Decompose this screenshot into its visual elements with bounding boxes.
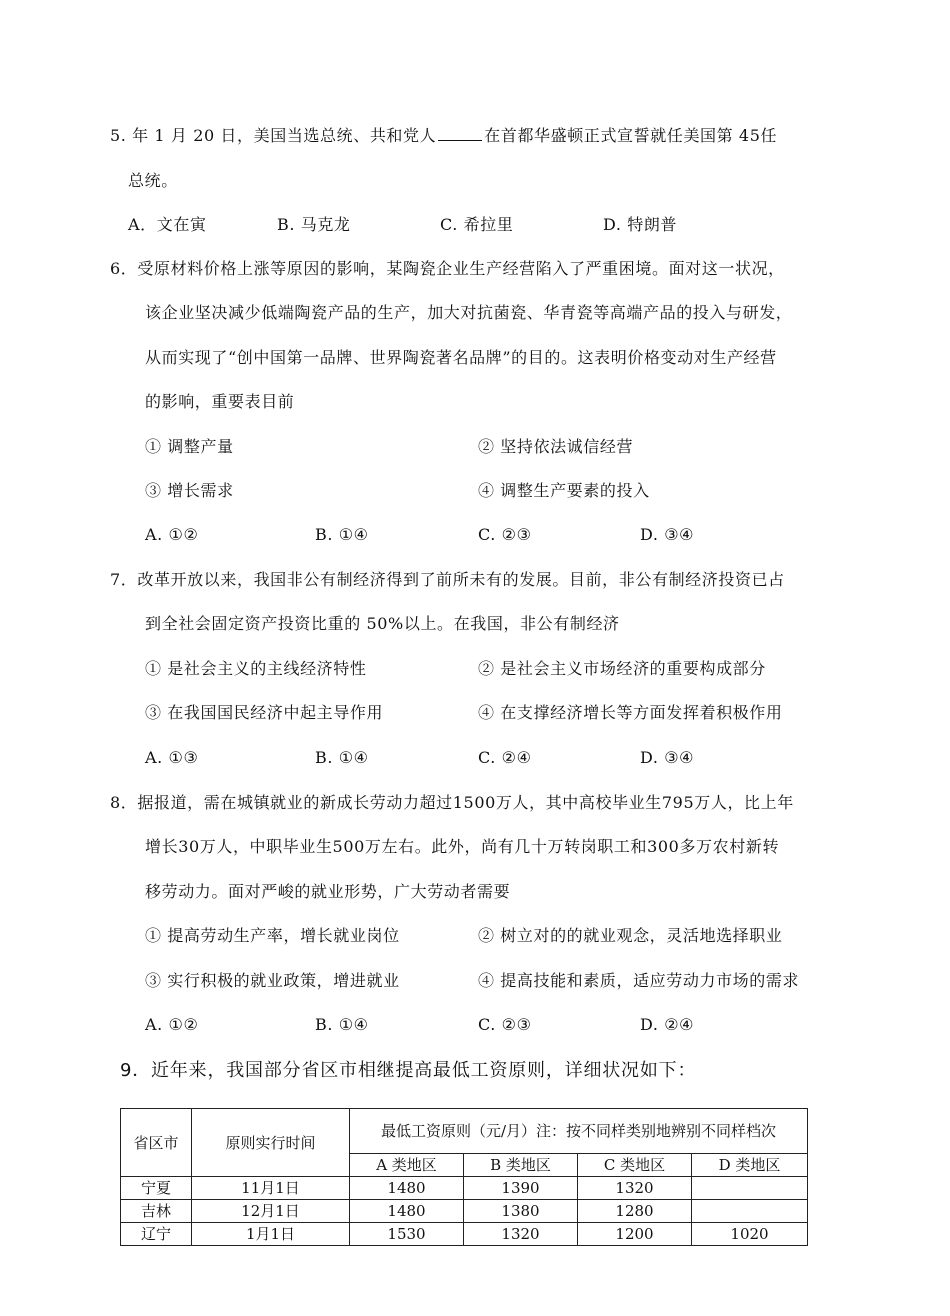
q5-option-b: B. 马克龙: [277, 215, 351, 234]
q9-title: 9．近年来，我国部分省区市相继提高最低工资原则，详细状况如下：: [120, 1060, 697, 1081]
q7-item-4: ④ 在支撑经济增长等方面发挥着积极作用: [478, 703, 783, 722]
cell-time: 11月1日: [192, 1177, 350, 1200]
cell-area-c: 1280: [578, 1200, 692, 1223]
q8-line-1: 8．据报道，需在城镇就业的新成长劳动力超过1500万人，其中高校毕业生795万人，比上年: [110, 793, 794, 812]
q6-option-a: A. ①②: [145, 525, 199, 544]
cell-area-a: 1480: [350, 1177, 464, 1200]
q8-option-b: B. ①④: [315, 1015, 369, 1034]
header-area-a: A 类地区: [350, 1154, 464, 1177]
cell-province: 辽宁: [121, 1223, 192, 1246]
q8-item-2: ② 树立对的的就业观念，灵活地选择职业: [478, 926, 783, 945]
cell-area-d: [692, 1200, 808, 1223]
q6-line-3: 从而实现了“创中国第一品牌、世界陶瓷著名品牌”的目的。这表明价格变动对生产经营: [145, 348, 777, 367]
q6-option-c: C. ②③: [478, 525, 532, 544]
q5-answer-blank: [438, 126, 482, 141]
q5-line-2: 总统。: [128, 171, 178, 190]
q7-item-2: ② 是社会主义市场经济的重要构成部分: [478, 659, 766, 678]
table-row: [121, 1200, 808, 1223]
header-area-b: B 类地区: [464, 1154, 578, 1177]
q7-option-c: C. ②④: [478, 748, 532, 767]
q8-option-a: A. ①②: [145, 1015, 199, 1034]
q5-text-after-blank: 在首都华盛顿正式宣誓就任美国第 45任: [484, 126, 778, 145]
q6-item-3: ③ 增长需求: [145, 481, 234, 500]
q6-line-2: 该企业坚决减少低端陶瓷产品的生产，加大对抗菌瓷、华青瓷等高端产品的投入与研发，: [145, 303, 793, 322]
q6-option-d: D. ③④: [640, 525, 695, 544]
cell-province: 宁夏: [121, 1177, 192, 1200]
q5-text-before-blank: 5. 年 1 月 20 日，美国当选总统、共和党人: [110, 126, 437, 145]
q7-option-b: B. ①④: [315, 748, 369, 767]
q5-option-a: A．文在寅: [128, 215, 207, 234]
cell-area-b: 1320: [464, 1223, 578, 1246]
q8-item-1: ① 提高劳动生产率，增长就业岗位: [145, 926, 400, 945]
q7-item-3: ③ 在我国国民经济中起主导作用: [145, 703, 384, 722]
q6-line-4: 的影响，重要表目前: [145, 392, 295, 411]
cell-area-a: 1530: [350, 1223, 464, 1246]
q7-line-2: 到全社会固定资产投资比重的 50%以上。在我国，非公有制经济: [145, 614, 620, 633]
q8-item-4: ④ 提高技能和素质，适应劳动力市场的需求: [478, 971, 800, 990]
q7-option-a: A. ①③: [145, 748, 199, 767]
q6-item-1: ① 调整产量: [145, 437, 234, 456]
q8-option-c: C. ②③: [478, 1015, 532, 1034]
minimum-wage-table: [120, 1108, 808, 1246]
q8-item-3: ③ 实行积极的就业政策，增进就业: [145, 971, 400, 990]
cell-area-b: 1380: [464, 1200, 578, 1223]
q5-line-1: [110, 125, 777, 147]
cell-area-d: 1020: [692, 1223, 808, 1246]
header-area-d: D 类地区: [692, 1154, 808, 1177]
cell-area-b: 1390: [464, 1177, 578, 1200]
cell-area-c: 1200: [578, 1223, 692, 1246]
q5-option-c: C. 希拉里: [440, 215, 514, 234]
table-header-row-1: [121, 1109, 808, 1154]
table-row: [121, 1223, 808, 1246]
cell-area-d: [692, 1177, 808, 1200]
q7-option-d: D. ③④: [640, 748, 695, 767]
cell-time: 1月1日: [192, 1223, 350, 1246]
cell-area-a: 1480: [350, 1200, 464, 1223]
cell-area-c: 1320: [578, 1177, 692, 1200]
q6-option-b: B. ①④: [315, 525, 369, 544]
q6-item-2: ② 坚持依法诚信经营: [478, 437, 634, 456]
cell-province: 吉林: [121, 1200, 192, 1223]
table-row: [121, 1177, 808, 1200]
header-implementation-time: 原则实行时间: [192, 1109, 350, 1177]
q5-option-d: D. 特朗普: [603, 215, 678, 234]
cell-time: 12月1日: [192, 1200, 350, 1223]
q6-item-4: ④ 调整生产要素的投入: [478, 481, 650, 500]
q6-line-1: 6．受原材料价格上涨等原因的影响，某陶瓷企业生产经营陷入了严重困境。面对这一状况，: [110, 259, 785, 278]
q8-line-2: 增长30万人，中职毕业生500万左右。此外，尚有几十万转岗职工和300多万农村新转: [145, 837, 780, 856]
header-wage-standard: 最低工资原则（元/月）注：按不同样类别地辨别不同样档次: [350, 1109, 808, 1154]
q8-line-3: 移劳动力。面对严峻的就业形势，广大劳动者需要: [145, 882, 511, 901]
q8-option-d: D. ②④: [640, 1015, 695, 1034]
header-area-c: C 类地区: [578, 1154, 692, 1177]
q7-item-1: ① 是社会主义的主线经济特性: [145, 659, 367, 678]
header-province: 省区市: [121, 1109, 192, 1177]
q7-line-1: 7．改革开放以来，我国非公有制经济得到了前所未有的发展。目前，非公有制经济投资已占: [110, 570, 785, 589]
